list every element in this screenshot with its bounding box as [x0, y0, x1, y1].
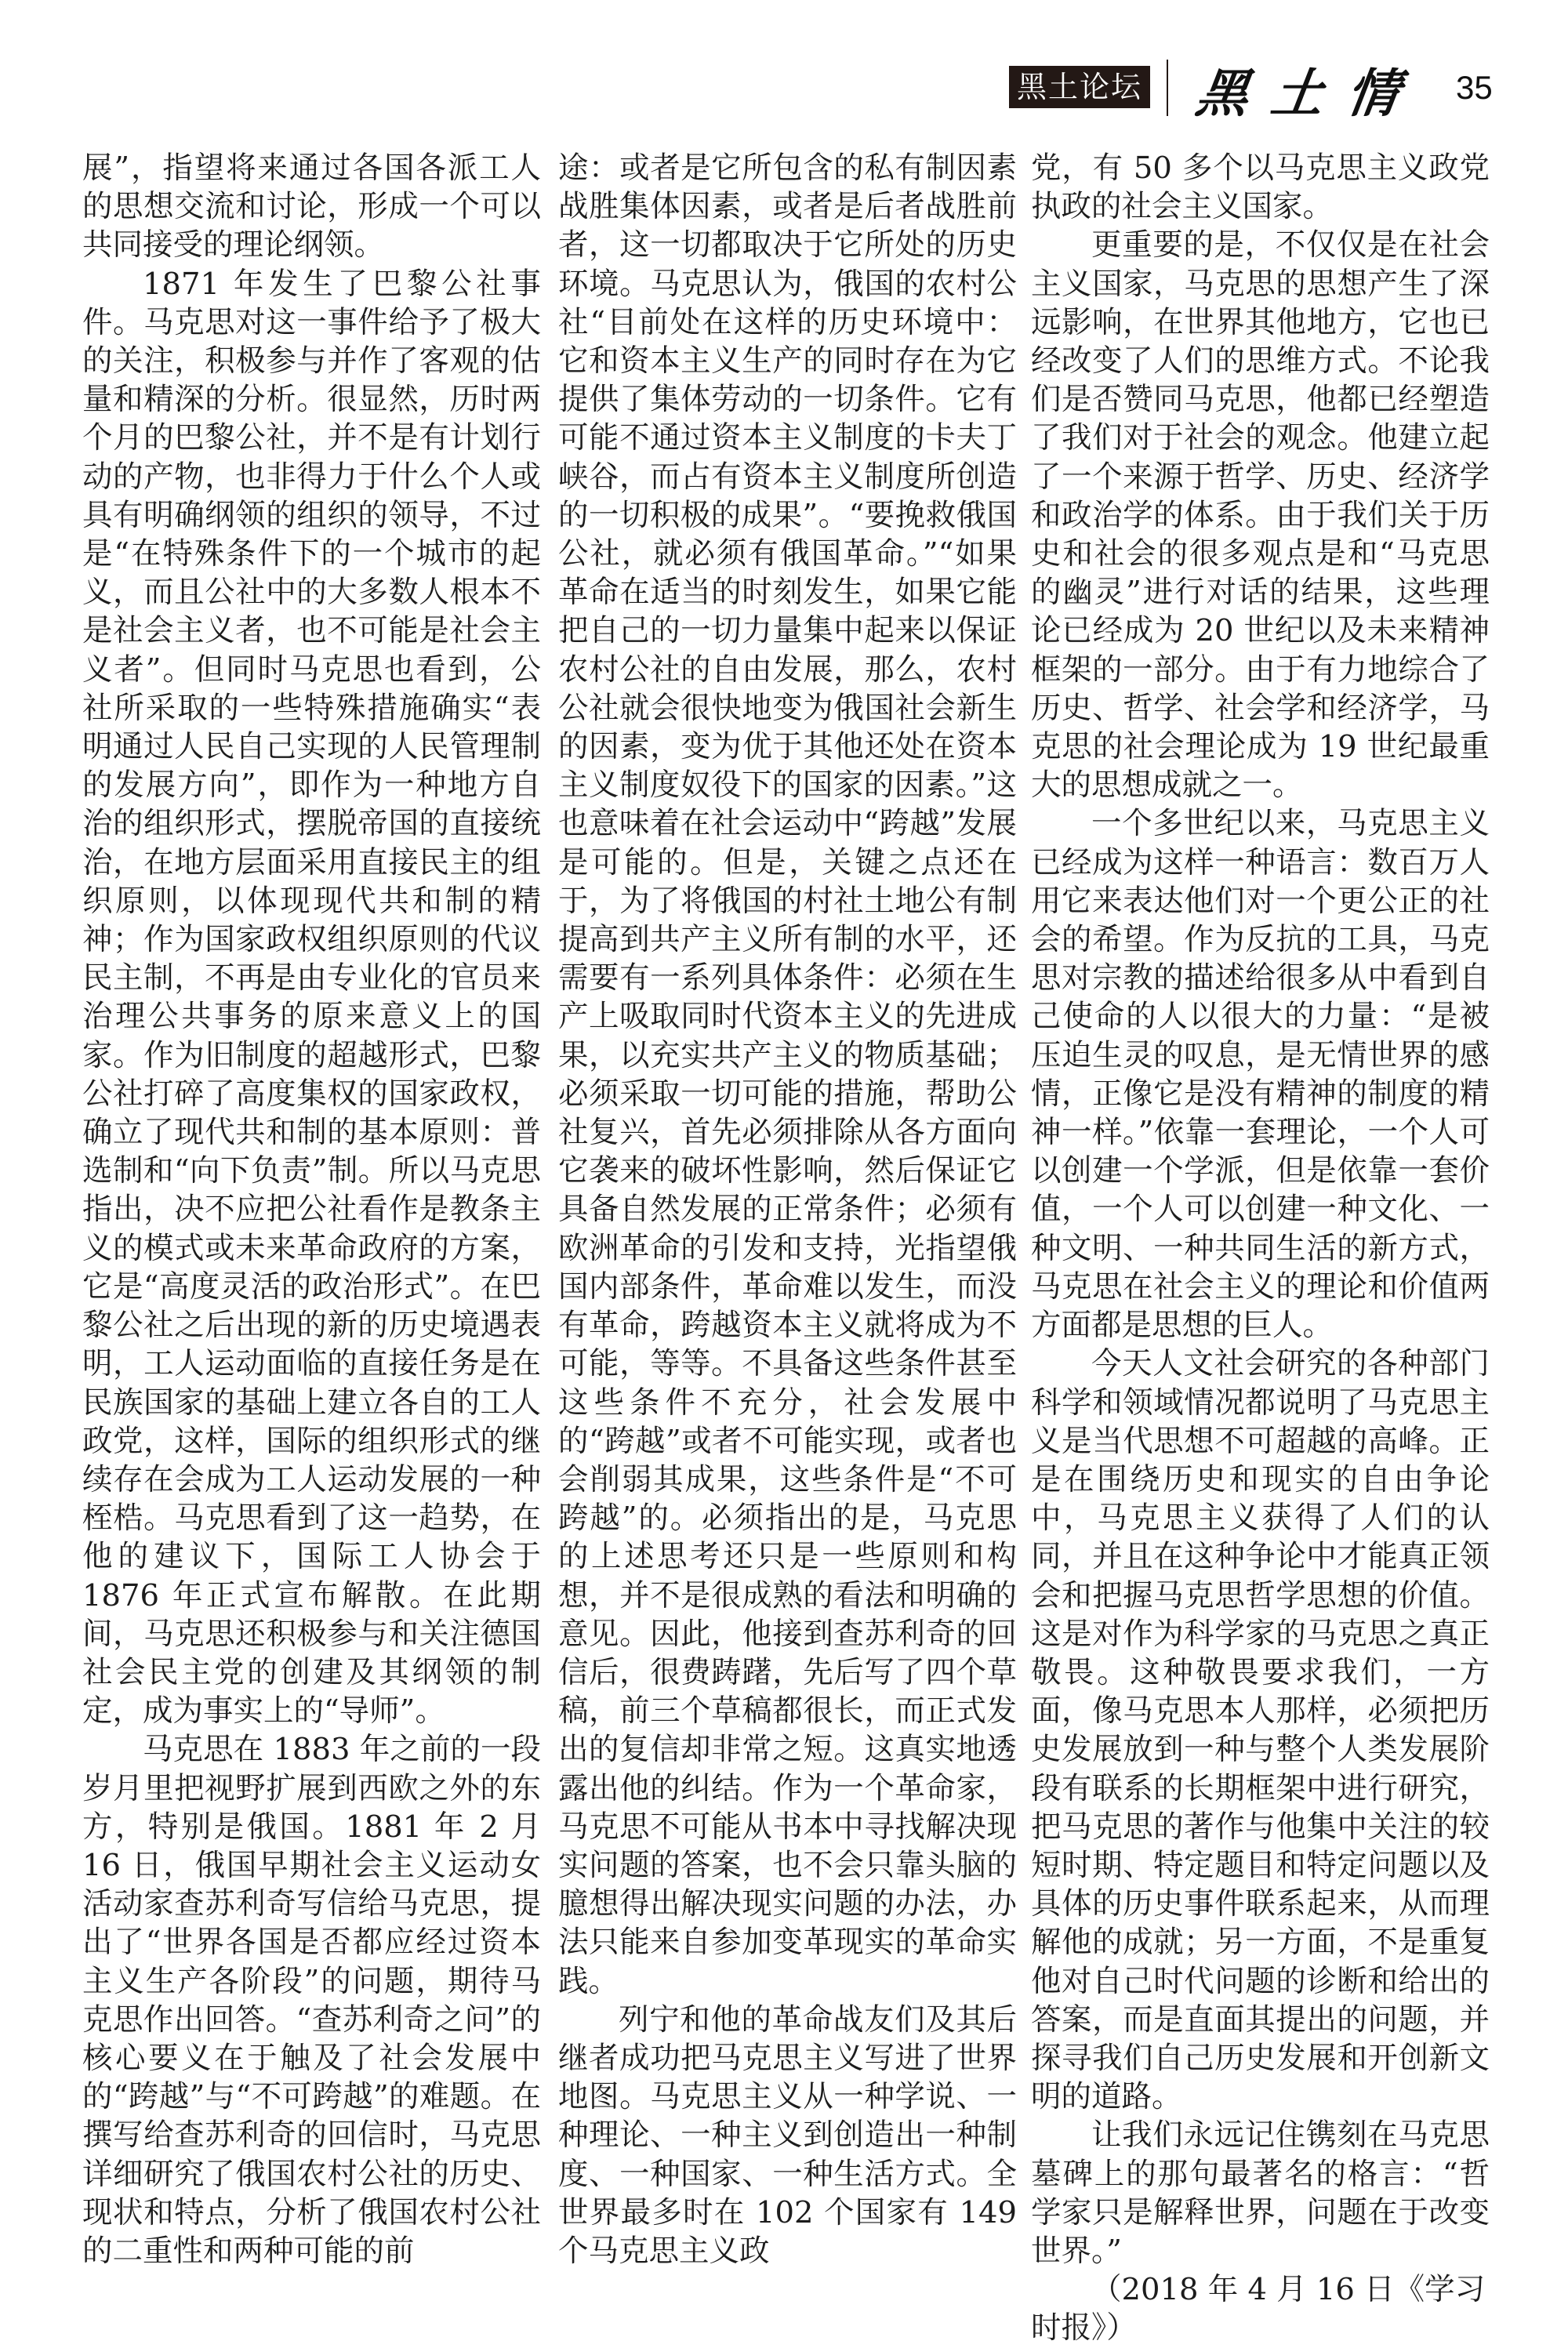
paragraph: 一个多世纪以来，马克思主义已经成为这样一种语言：数百万人用它来表达他们对一个更公正的社会的希望。作为反抗的工具，马克思对宗教的描述给很多从中看到自己使命的人以很大的力量：“是被压迫生灵的叹息，是无情世界的感情，正像它是没有精神的制度的精神一样。”依靠一套理论，一个人可以创建一个学派，但是依靠一套价值，一个人可以创建一种文化、一种文明、一种共同生活的新方式，马克思在社会主义的理论和价值两方面都是思想的巨人。 [1031, 806, 1490, 1344]
masthead-logo: 黑土情 [1192, 63, 1427, 124]
page-number: 35 [1456, 69, 1493, 106]
paragraph: 党，有 50 多个以马克思主义政党执政的社会主义国家。 [1031, 151, 1490, 225]
paragraph: 途：或者是它所包含的私有制因素战胜集体因素，或者是后者战胜前者，这一切都取决于它所处的历史环境。马克思认为，俄国的农村公社“目前处在这样的历史环境中：它和资本主义生产的同时存在为它提供了集体劳动的一切条件。它有可能不通过资本主义制度的卡夫丁峡谷，而占有资本主义制度所创造的一切积极的成果”。“要挽救俄国公社，就必须有俄国革命。”“如果革命在适当的时刻发生，如果它能把自己的一切力量集中起来以保证农村公社的自由发展，那么，农村公社就会很快地变为俄国社会新生的因素，变为优于其他还处在资本主义制度奴役下的国家的因素。”这也意味着在社会运动中“跨越”发展是可能的。但是，关键之点还在于，为了将俄国的村社土地公有制提高到共产主义所有制的水平，还需要有一系列具体条件：必须在生产上吸取同时代资本主义的先进成果，以充实共产主义的物质基础；必须采取一切可能的措施，帮助公社复兴，首先必须排除从各方面向它袭来的破坏性影响，然后保证它具备自然发展的正常条件；必须有欧洲革命的引发和支持，光指望俄国内部条件，革命难以发生，而没有革命，跨越资本主义就将成为不可能，等等。不具备这些条件甚至这些条件不充分，社会发展中的“跨越”或者不可能实现，或者也会削弱其成果，这些条件是“不可跨越”的。必须指出的是，马克思的上述思考还只是一些原则和构想，并不是很成熟的看法和明确的意见。因此，他接到查苏利奇的回信后，很费踌躇，先后写了四个草稿，前三个草稿都很长，而正式发出的复信却非常之短。这真实地透露出他的纠结。作为一个革命家，马克思不可能从书本中寻找解决现实问题的答案，也不会只靠头脑的臆想得出解决现实问题的办法，办法只能来自参加变革现实的革命实践。 [558, 151, 1017, 1999]
article-column-2 [558, 149, 1017, 2270]
article-source: （2018 年 4 月 16 日《学习时报》） [1031, 2272, 1486, 2346]
paragraph: 列宁和他的革命战友们及其后继者成功把马克思主义写进了世界地图。马克思主义从一种学说、一种理论、一种主义到创造出一种制度、一种国家、一种生活方式。全世界最多时在 102 个国家有 149 个马克思主义政 [558, 2001, 1017, 2269]
paragraph: 让我们永远记住镌刻在马克思墓碑上的那句最著名的格言：“哲学家只是解释世界，问题在于改变世界。” [1031, 2118, 1490, 2269]
header-divider [1167, 60, 1168, 116]
paragraph: 展”，指望将来通过各国各派工人的思想交流和讨论，形成一个可以共同接受的理论纲领。 [82, 151, 541, 263]
paragraph: 今天人文社会研究的各种部门科学和领域情况都说明了马克思主义是当代思想不可超越的高峰。正是在围绕历史和现实的自由争论中，马克思主义获得了人们的认同，并且在这种争论中才能真正领会和把握马克思哲学思想的价值。这是对作为科学家的马克思之真正敬畏。这种敬畏要求我们，一方面，像马克思本人那样，必须把历史发展放到一种与整个人类发展阶段有联系的长期框架中进行研究，把马克思的著作与他集中关注的较短时期、特定题目和特定问题以及具体的历史事件联系起来，从而理解他的成就；另一方面，不是重复他对自己时代问题的诊断和给出的答案，而是直面其提出的问题，并探寻我们自己历史发展和开创新文明的道路。 [1031, 1346, 1490, 2115]
article-column-1 [82, 149, 541, 2270]
section-tag: 黑土论坛 [1009, 66, 1150, 108]
paragraph: 马克思在 1883 年之前的一段岁月里把视野扩展到西欧之外的东方，特别是俄国。1881 年 2 月 16 日，俄国早期社会主义运动女活动家查苏利奇写信给马克思，提出了“世界各国是否都应经过资本主义生产各阶段”的问题，期待马克思作出回答。“查苏利奇之问”的核心要义在于触及了社会发展中的“跨越”与“不可跨越”的难题。在撰写给查苏利奇的回信时，马克思详细研究了俄国农村公社的历史、现状和特点，分析了俄国农村公社的二重性和两种可能的前 [82, 1732, 541, 2269]
article-column-3 [1031, 149, 1490, 2348]
page-header [1009, 63, 1511, 124]
paragraph: 更重要的是，不仅仅是在社会主义国家，马克思的思想产生了深远影响，在世界其他地方，它也已经改变了人们的思维方式。不论我们是否赞同马克思，他都已经塑造了我们对于社会的观念。他建立起了一个来源于哲学、历史、经济学和政治学的体系。由于我们关于历史和社会的很多观点是和“马克思的幽灵”进行对话的结果，这些理论已经成为 20 世纪以及未来精神框架的一部分。由于有力地综合了历史、哲学、社会学和经济学，马克思的社会理论成为 19 世纪最重大的思想成就之一。 [1031, 227, 1490, 804]
paragraph: 1871 年发生了巴黎公社事件。马克思对这一事件给予了极大的关注，积极参与并作了客观的估量和精深的分析。很显然，历时两个月的巴黎公社，并不是有计划行动的产物，也非得力于什么个人或具有明确纲领的组织的领导，不过是“在特殊条件下的一个城市的起义，而且公社中的大多数人根本不是社会主义者，也不可能是社会主义者”。但同时马克思也看到，公社所采取的一些特殊措施确实“表明通过人民自己实现的人民管理制的发展方向”，即作为一种地方自治的组织形式，摆脱帝国的直接统治，在地方层面采用直接民主的组织原则，以体现现代共和制的精神；作为国家政权组织原则的代议民主制，不再是由专业化的官员来治理公共事务的原来意义上的国家。作为旧制度的超越形式，巴黎公社打碎了高度集权的国家政权，确立了现代共和制的基本原则：普选制和“向下负责”制。所以马克思指出，决不应把公社看作是教条主义的模式或未来革命政府的方案，它是“高度灵活的政治形式”。在巴黎公社之后出现的新的历史境遇表明，工人运动面临的直接任务是在民族国家的基础上建立各自的工人政党，这样，国际的组织形式的继续存在会成为工人运动发展的一种桎梏。马克思看到了这一趋势，在他的建议下，国际工人协会于 1876 年正式宣布解散。在此期间，马克思还积极参与和关注德国社会民主党的创建及其纲领的制定，成为事实上的“导师”。 [82, 266, 541, 1729]
